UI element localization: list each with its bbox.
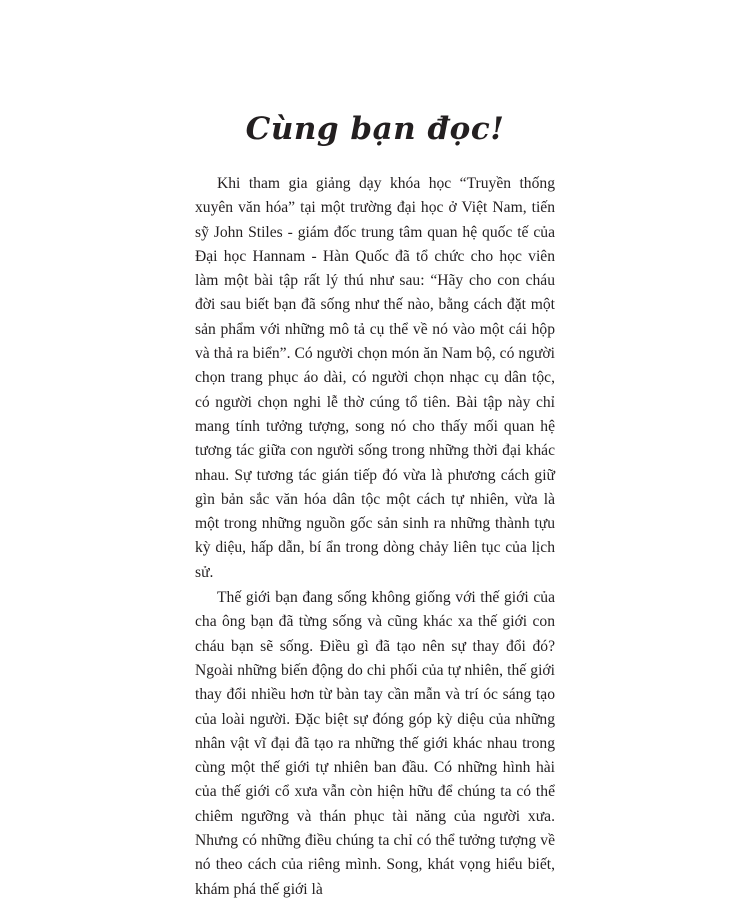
paragraph: Khi tham gia giảng dạy khóa học “Truyền thống xuyên văn hóa” tại một trường đại học ở Việt Nam, tiến sỹ John Stiles - giám đốc trung tâm quan hệ quốc tế của Đại học Hannam - Hàn Quốc đã tổ chức cho học viên làm một bài tập rất lý thú như sau: “Hãy cho con cháu đời sau biết bạn đã sống như thế nào, bằng cách đặt một sản phẩm với những mô tả cụ thể về nó vào một cái hộp và thả ra biển”. Có người chọn món ăn Nam bộ, có người chọn trang phục áo dài, có người chọn nhạc cụ dân tộc, có người chọn nghi lễ thờ cúng tổ tiên. Bài tập này chỉ mang tính tưởng tượng, song nó cho thấy mối quan hệ tương tác giữa con người sống trong những thời đại khác nhau. Sự tương tác gián tiếp đó vừa là phương cách giữ gìn bản sắc văn hóa dân tộc một cách tự nhiên, vừa là một trong những nguồn gốc sản sinh ra những thành tựu kỳ diệu, hấp dẫn, bí ẩn trong dòng chảy liên tục của lịch sử. [195,175,555,581]
page-title: Cùng bạn đọc! [245,111,505,147]
paragraph: Thế giới bạn đang sống không giống với thế giới của cha ông bạn đã từng sống và cũng khác xa thế giới con cháu bạn sẽ sống. Điều gì đã tạo nên sự thay đổi đó? Ngoài những biến động do chi phối của tự nhiên, thế giới thay đổi nhiều hơn từ bàn tay cần mẫn và trí óc sáng tạo của loài người. Đặc biệt sự đóng góp kỳ diệu của những nhân vật vĩ đại đã tạo ra những thế giới khác nhau trong cùng một thế giới tự nhiên ban đầu. Có những hình hài của thế giới cổ xưa vẫn còn hiện hữu để chúng ta có thể chiêm ngưỡng và thán phục tài năng của người xưa. Nhưng có những điều chúng ta chỉ có thể tưởng tượng về nó theo cách của riêng mình. Song, khát vọng hiểu biết, khám phá thế giới là [195,589,555,898]
body-text [195,172,555,903]
